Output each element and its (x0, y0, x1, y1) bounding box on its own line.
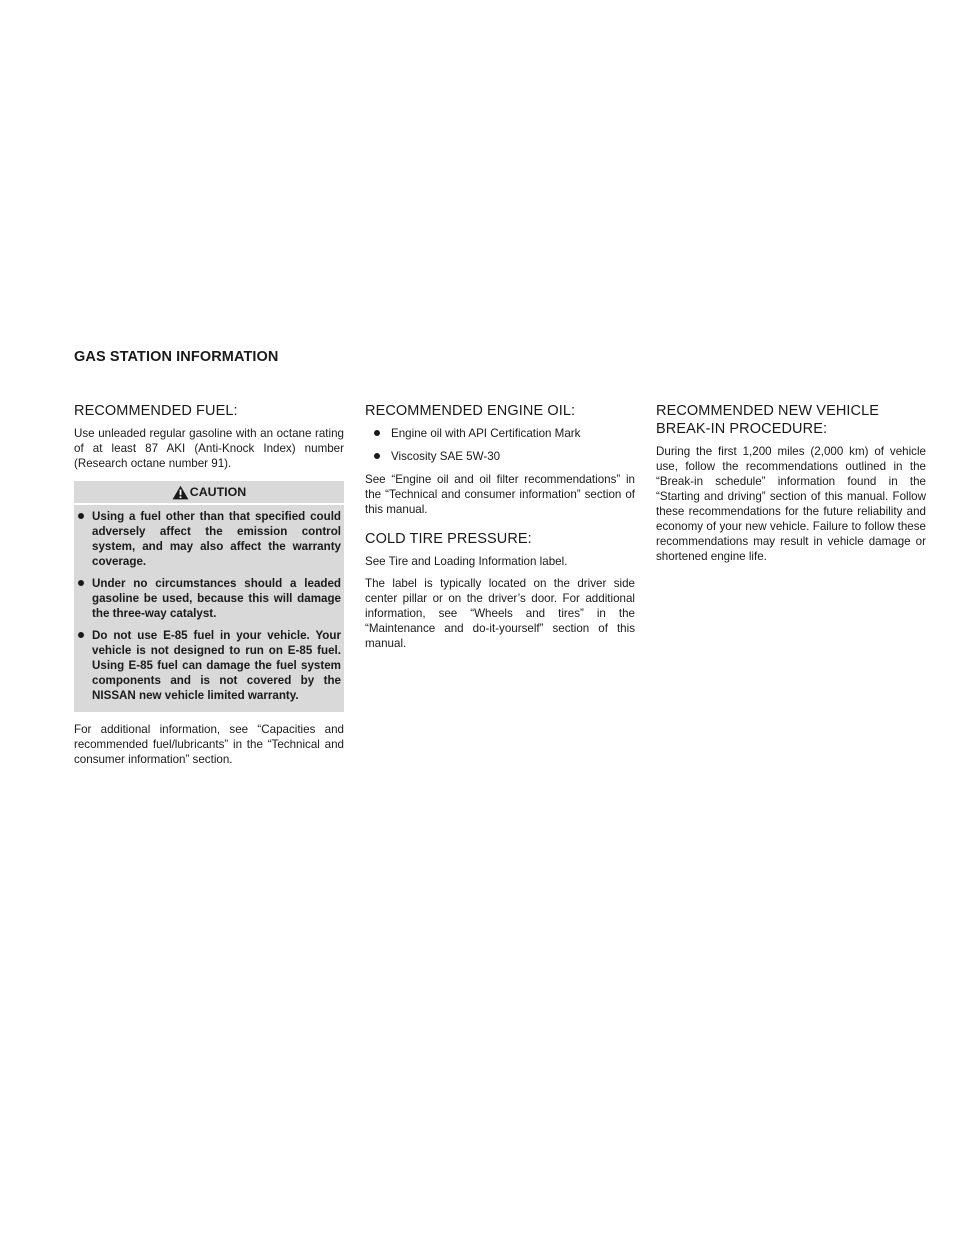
bullet-icon (374, 430, 380, 436)
caution-box (74, 481, 344, 712)
oil-list (365, 426, 635, 464)
tire-paragraph-2: The label is typically located on the driver side center pillar or on the driver’s door. For additional information, see “Wheels and tires” in the “Maintenance and do-it-yourself” section of this manual. (365, 577, 635, 650)
oil-note: See “Engine oil and oil filter recommendations” in the “Technical and consumer information” section of this manual. (365, 473, 635, 516)
caution-item-text: Do not use E-85 fuel in your vehicle. Your vehicle is not designed to run on E-85 fuel. Using E-85 fuel can damage the fuel system components and is not covered by the NISSAN new vehicle limited warranty. (92, 629, 341, 702)
fuel-heading: RECOMMENDED FUEL: (74, 403, 238, 419)
list-item (365, 426, 635, 441)
fuel-intro: Use unleaded regular gasoline with an octane rating of at least 87 AKI (Anti-Knock Index) number (Research octane number 91). (74, 427, 344, 470)
oil-item-text: Viscosity SAE 5W-30 (391, 450, 501, 463)
bullet-icon (78, 632, 84, 638)
caution-list (74, 505, 344, 703)
caution-label: CAUTION (189, 485, 247, 499)
oil-item-text: Engine oil with API Certification Mark (391, 427, 581, 440)
breakin-column (656, 402, 926, 571)
oil-heading: RECOMMENDED ENGINE OIL: (365, 403, 576, 419)
breakin-heading-line1: RECOMMENDED NEW VEHICLE (656, 403, 880, 419)
caution-item (74, 628, 341, 703)
tire-paragraph-1: See Tire and Loading Information label. (365, 555, 568, 568)
breakin-heading-line2: BREAK-IN PROCEDURE: (656, 421, 828, 437)
bullet-icon (374, 453, 380, 459)
caution-item (74, 576, 341, 621)
bullet-icon (78, 580, 84, 586)
page-title: GAS STATION INFORMATION (74, 349, 279, 365)
caution-item (74, 509, 341, 569)
breakin-heading (656, 402, 926, 438)
tire-heading: COLD TIRE PRESSURE: (365, 531, 532, 547)
caution-item-text: Using a fuel other than that specified could adversely affect the emission control system, and may also affect the warranty coverage. (92, 510, 341, 568)
fuel-footer: For additional information, see “Capacities and recommended fuel/lubricants” in the “Technical and consumer information” section. (74, 723, 344, 766)
fuel-column (74, 402, 344, 774)
oil-tire-column (365, 402, 635, 658)
bullet-icon (78, 513, 84, 519)
warning-triangle-icon (172, 485, 189, 500)
breakin-body: During the first 1,200 miles (2,000 km) of vehicle use, follow the recommendations outlined in the “Break-in schedule” information found in the “Starting and driving” section of this manual. Follow these recommendations for the future reliability and economy of your new vehicle. Failure to follow these recommendations may result in vehicle damage or shortened engine life. (656, 445, 926, 563)
list-item (365, 449, 635, 464)
caution-header (74, 481, 344, 505)
caution-item-text: Under no circumstances should a leaded gasoline be used, because this will damage the three-way catalyst. (92, 577, 341, 620)
